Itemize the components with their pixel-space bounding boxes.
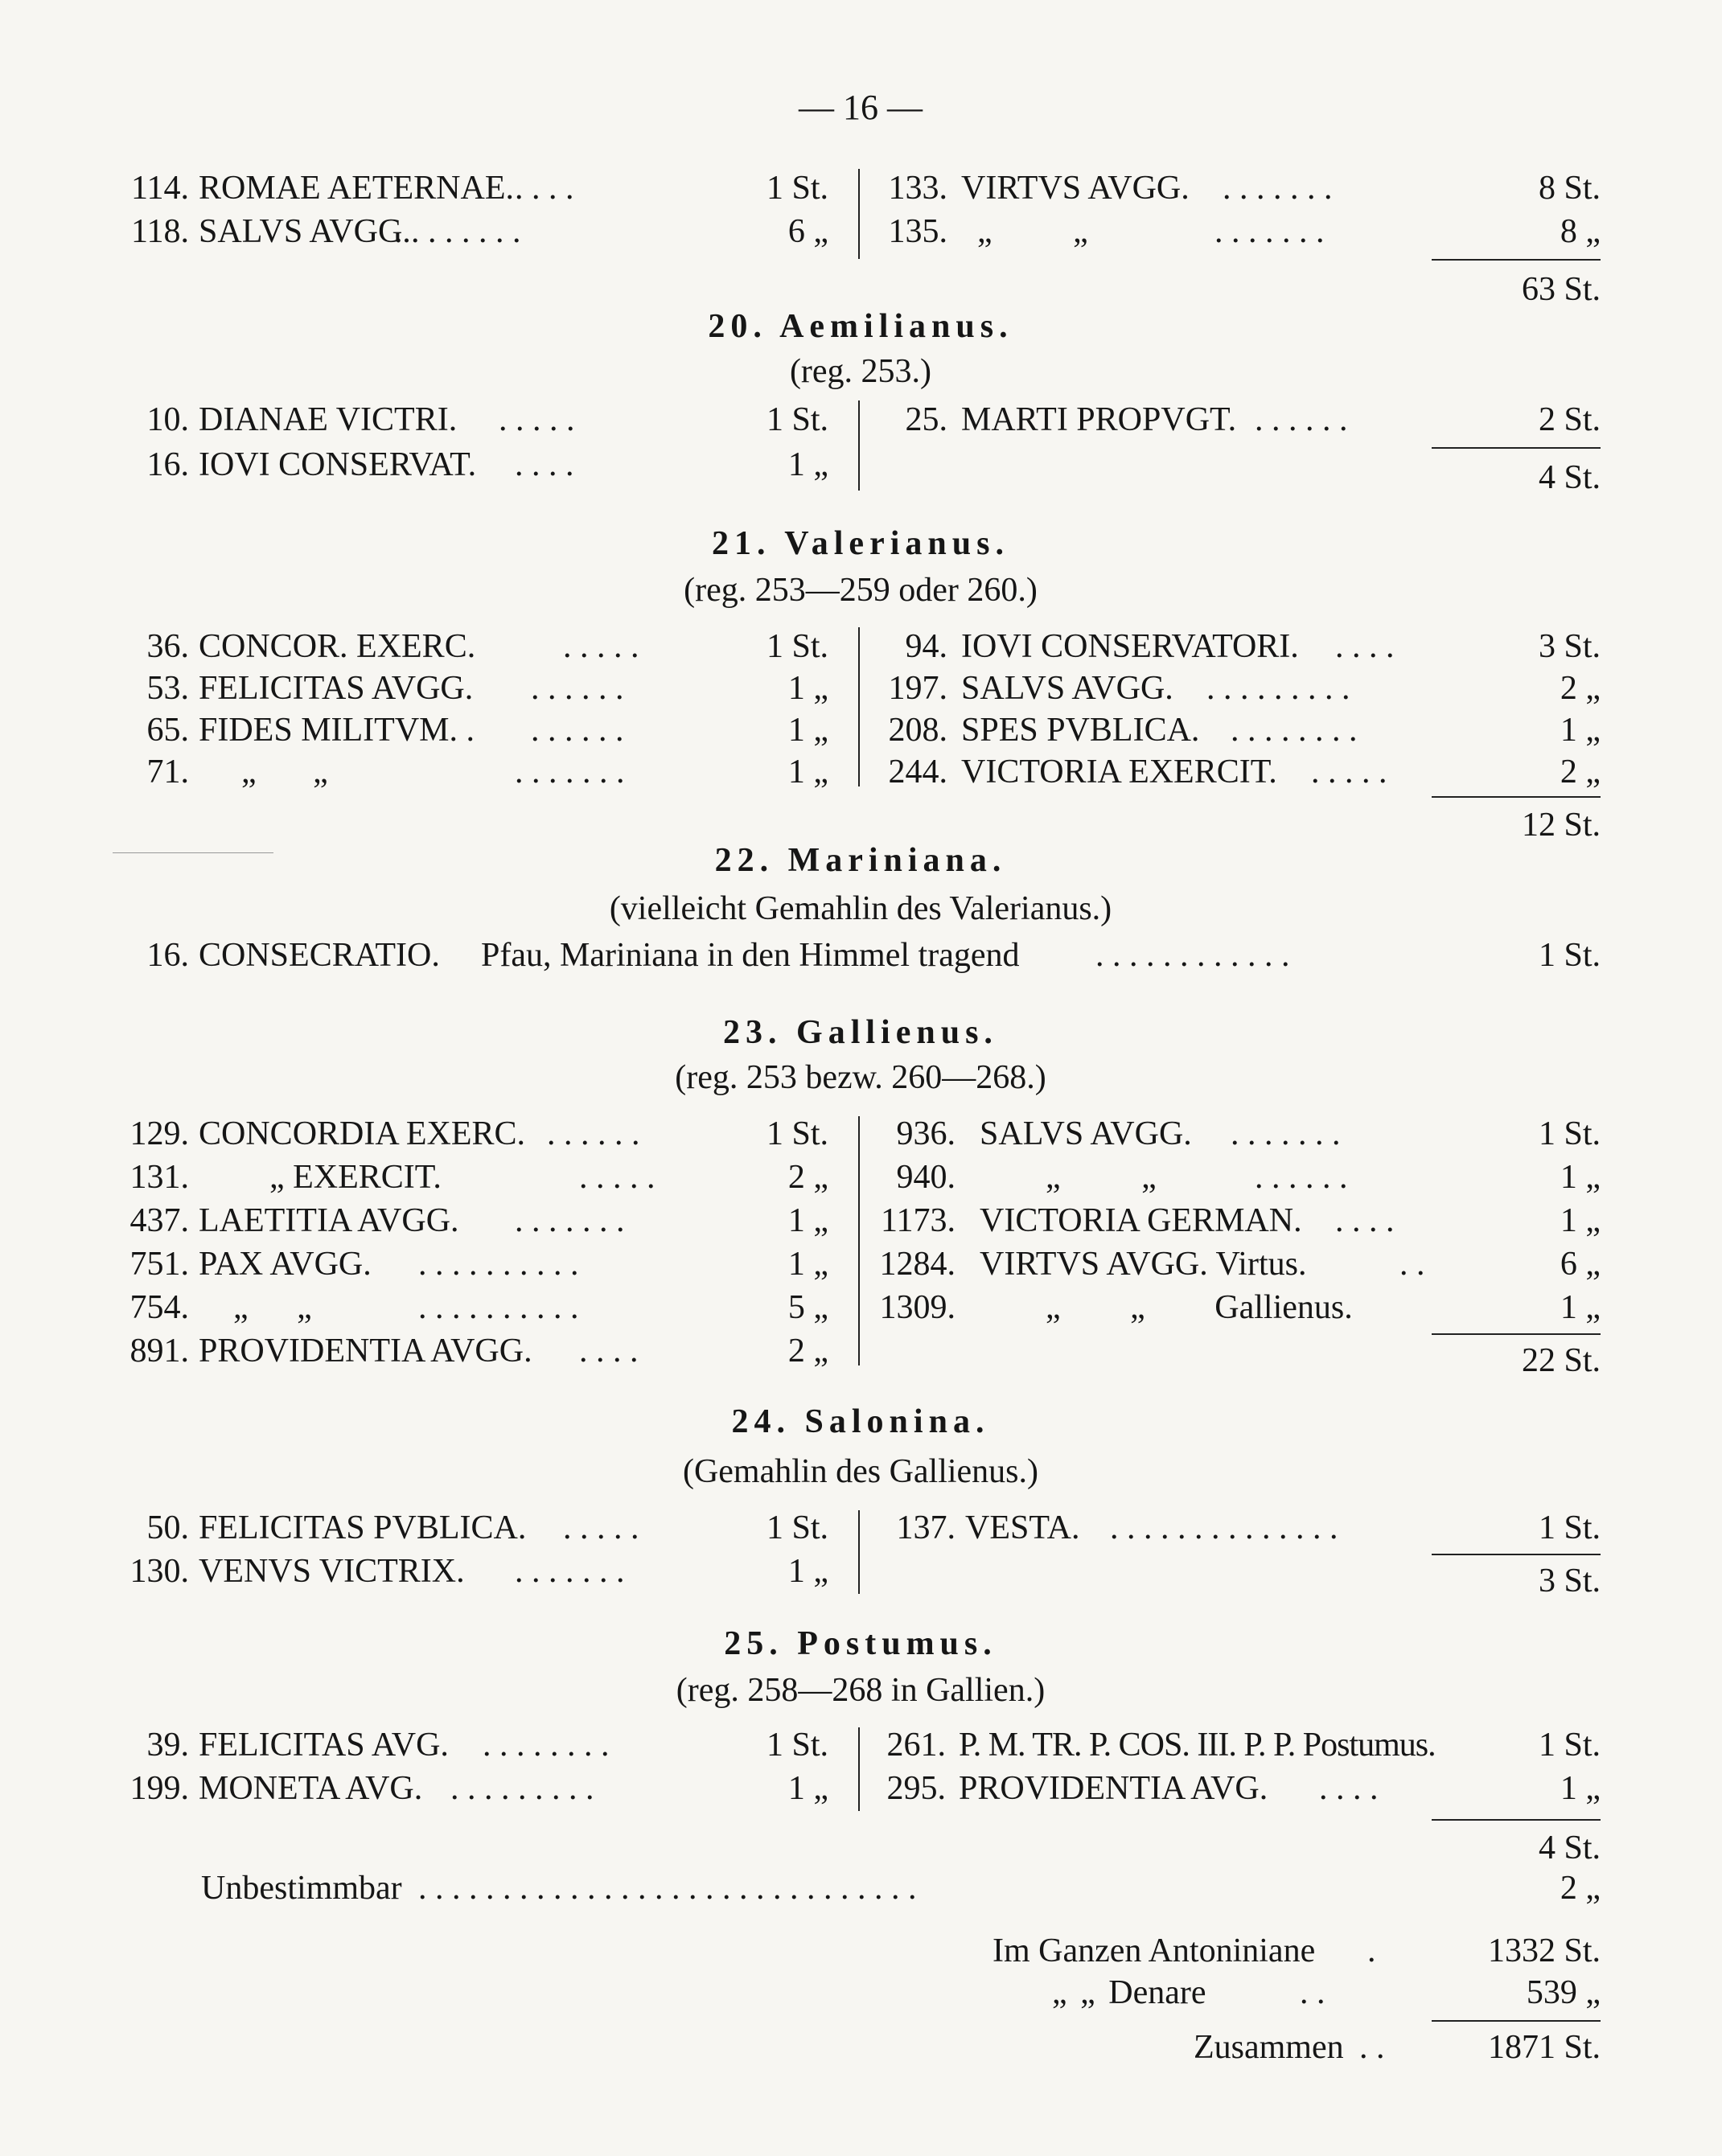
coin-legend: CONCORDIA EXERC. bbox=[199, 1115, 526, 1152]
coin-number: 936. bbox=[896, 1115, 956, 1152]
coin-legend: FELICITAS AVG. bbox=[199, 1727, 449, 1764]
ditto-marks: „ „ bbox=[1046, 1159, 1157, 1196]
coin-count: 1 „ bbox=[787, 754, 828, 791]
leader-dots: . . . . . . bbox=[547, 1115, 640, 1152]
denare-label: „ „ Denare bbox=[1052, 1974, 1206, 2011]
unbestimmbar-count: 2 „ bbox=[1560, 1870, 1601, 1907]
coin-legend: CONSECRATIO. bbox=[199, 937, 440, 974]
coin-count: 1 St. bbox=[1538, 937, 1601, 974]
ditto-marks: „ „ bbox=[233, 1289, 312, 1326]
coin-number: 65. bbox=[146, 712, 189, 749]
reign-note: (reg. 253.) bbox=[789, 353, 932, 390]
leader-dots: . . . . . bbox=[563, 628, 639, 665]
coin-number: 133. bbox=[888, 170, 947, 207]
leader-dots: . bbox=[1367, 1932, 1376, 1969]
column-divider bbox=[858, 1510, 860, 1594]
coin-legend: PAX AVGG. bbox=[199, 1246, 372, 1283]
reign-note: (Gemahlin des Gallienus.) bbox=[682, 1453, 1039, 1490]
sum-rule bbox=[1432, 259, 1601, 261]
coin-number: 208. bbox=[888, 712, 947, 749]
leader-dots: . . . . . . bbox=[531, 712, 624, 749]
coin-number: 891. bbox=[129, 1333, 189, 1370]
coin-count: 1 „ bbox=[787, 1770, 828, 1807]
coin-count: 1 St. bbox=[1538, 1509, 1601, 1546]
coin-legend: VICTORIA GERMAN. bbox=[980, 1202, 1302, 1239]
reign-note: (vielleicht Gemahlin des Valerianus.) bbox=[609, 890, 1112, 927]
coin-number: 754. bbox=[129, 1289, 189, 1326]
leader-dots: . . . . bbox=[1319, 1770, 1379, 1807]
coin-legend: VENVS VICTRIX. bbox=[199, 1553, 465, 1590]
zusammen-count: 1871 St. bbox=[1487, 2029, 1601, 2066]
leader-dots: . . . . . . . . bbox=[394, 213, 521, 250]
coin-number: 1284. bbox=[879, 1246, 956, 1283]
coin-count: 1 „ bbox=[1560, 1289, 1601, 1326]
leader-dots: . . . . bbox=[515, 446, 574, 483]
leader-dots: . . . . . bbox=[579, 1159, 656, 1196]
section-total: 12 St. bbox=[1521, 807, 1601, 844]
coin-number: 50. bbox=[146, 1509, 189, 1546]
leader-dots: . . . . . . . . . . bbox=[418, 1289, 579, 1326]
coin-legend: DIANAE VICTRI. bbox=[199, 401, 458, 438]
sum-rule bbox=[1432, 796, 1601, 798]
coin-legend: VICTORIA EXERCIT. bbox=[961, 754, 1277, 791]
coin-legend: VIRTVS AVGG. Virtus. bbox=[980, 1246, 1307, 1283]
coin-count: 2 „ bbox=[787, 1333, 828, 1370]
coin-number: 53. bbox=[146, 670, 189, 707]
ditto-marks: „ „ bbox=[977, 213, 1088, 250]
coin-legend: SPES PVBLICA. bbox=[961, 712, 1200, 749]
section-heading: 24. Salonina. bbox=[731, 1403, 990, 1440]
leader-dots: . . . . . bbox=[499, 401, 575, 438]
coin-count: 1 „ bbox=[787, 1553, 828, 1590]
coin-number: 1173. bbox=[881, 1202, 956, 1239]
column-divider bbox=[858, 1116, 860, 1365]
coin-legend: ROMAE AETERNAE. bbox=[199, 170, 514, 207]
coin-number: 36. bbox=[146, 628, 189, 665]
short-rule bbox=[113, 852, 273, 853]
coin-description: Pfau, Mariniana in den Himmel tragend bbox=[481, 937, 1020, 974]
leader-dots: . . . . . . . . bbox=[483, 1727, 610, 1764]
coin-count: 1 „ bbox=[787, 446, 828, 483]
coin-count: 1 „ bbox=[787, 1246, 828, 1283]
coin-count: 1 „ bbox=[787, 670, 828, 707]
section-heading: 25. Postumus. bbox=[724, 1625, 997, 1662]
coin-number: 25. bbox=[905, 401, 947, 438]
leader-dots: . . bbox=[1399, 1246, 1425, 1283]
coin-count: 1 St. bbox=[1538, 1115, 1601, 1152]
coin-legend: SALVS AVGG. bbox=[961, 670, 1173, 707]
sum-rule bbox=[1432, 1819, 1601, 1821]
coin-count: 1 „ bbox=[787, 1202, 828, 1239]
leader-dots: . . . . . . . bbox=[515, 1553, 625, 1590]
leader-dots: . . bbox=[1300, 1974, 1325, 2011]
coin-legend: VIRTVS AVGG. bbox=[961, 170, 1190, 207]
coin-number: 135. bbox=[888, 213, 947, 250]
coin-count: 3 St. bbox=[1538, 628, 1601, 665]
leader-dots: . . . . bbox=[1335, 628, 1395, 665]
coin-legend: PROVIDENTIA AVG. bbox=[959, 1770, 1268, 1807]
leader-dots: . . . . . . . . . . . . bbox=[1095, 937, 1290, 974]
coin-legend: SALVS AVGG. bbox=[980, 1115, 1192, 1152]
leader-dots: . . bbox=[1359, 2029, 1385, 2066]
sum-rule bbox=[1432, 1554, 1601, 1555]
sum-rule bbox=[1432, 447, 1601, 449]
coin-number: 137. bbox=[896, 1509, 956, 1546]
coin-legend: CONCOR. EXERC. bbox=[199, 628, 476, 665]
coin-count: 2 „ bbox=[1560, 670, 1601, 707]
coin-number: 131. bbox=[129, 1159, 189, 1196]
leader-dots: . . . . . . . bbox=[515, 754, 625, 791]
coin-count: 6 „ bbox=[787, 213, 828, 250]
denare-count: 539 „ bbox=[1526, 1974, 1601, 2011]
coin-number: 197. bbox=[888, 670, 947, 707]
antoniniane-label: Im Ganzen Antoniniane bbox=[993, 1932, 1316, 1969]
leader-dots: . . . . . . . bbox=[515, 1202, 625, 1239]
coin-number: 130. bbox=[129, 1553, 189, 1590]
coin-number: 940. bbox=[896, 1159, 956, 1196]
sum-rule bbox=[1432, 1333, 1601, 1335]
antoniniane-count: 1332 St. bbox=[1487, 1932, 1601, 1969]
leader-dots: . . . . . bbox=[563, 1509, 639, 1546]
leader-dots: . . . . bbox=[579, 1333, 639, 1370]
coin-count: 1 St. bbox=[766, 401, 828, 438]
coin-number: 751. bbox=[129, 1246, 189, 1283]
leader-dots: . . . . bbox=[1335, 1202, 1395, 1239]
coin-legend: FELICITAS PVBLICA. bbox=[199, 1509, 527, 1546]
coin-legend: PROVIDENTIA AVGG. bbox=[199, 1333, 532, 1370]
coin-count: 2 „ bbox=[787, 1159, 828, 1196]
column-divider bbox=[858, 1727, 860, 1811]
coin-count: 1 „ bbox=[1560, 712, 1601, 749]
coin-number: 1309. bbox=[879, 1289, 956, 1326]
coin-count: 8 „ bbox=[1560, 213, 1601, 250]
column-divider bbox=[858, 627, 860, 786]
section-total: 22 St. bbox=[1521, 1342, 1601, 1379]
coin-number: 94. bbox=[905, 628, 947, 665]
coin-number: 118. bbox=[131, 213, 189, 250]
reign-note: (reg. 253 bezw. 260—268.) bbox=[675, 1059, 1046, 1096]
leader-dots: . . . . . . . bbox=[1231, 1115, 1341, 1152]
coin-legend: SALVS AVGG. bbox=[199, 213, 411, 250]
section-total: 4 St. bbox=[1538, 1830, 1601, 1866]
coin-number: 39. bbox=[146, 1727, 189, 1764]
leader-dots: . . . . . . bbox=[1255, 401, 1348, 438]
reign-note: (reg. 253—259 oder 260.) bbox=[684, 572, 1038, 609]
coin-legend: FIDES MILITVM. . bbox=[199, 712, 475, 749]
coin-legend: „ EXERCIT. bbox=[269, 1159, 442, 1196]
coin-count: 2 „ bbox=[1560, 754, 1601, 791]
unbestimmbar-label: Unbestimmbar bbox=[201, 1870, 402, 1907]
leader-dots: . . . . . . . . bbox=[1231, 712, 1358, 749]
leader-dots: . . . . . bbox=[1311, 754, 1387, 791]
sum-rule bbox=[1432, 2020, 1601, 2022]
leader-dots: . . . . . . . . . . bbox=[418, 1246, 579, 1283]
zusammen-label: Zusammen bbox=[1194, 2029, 1344, 2066]
section-heading: 23. Gallienus. bbox=[723, 1014, 998, 1051]
coin-count: 8 St. bbox=[1538, 170, 1601, 207]
coin-number: 71. bbox=[146, 754, 189, 791]
leader-dots: . . . . . . bbox=[1255, 1159, 1348, 1196]
coin-legend: IOVI CONSERVATORI. bbox=[961, 628, 1299, 665]
coin-number: 199. bbox=[129, 1770, 189, 1807]
leader-dots: . . . . bbox=[515, 170, 574, 207]
coin-legend: IOVI CONSERVAT. bbox=[199, 446, 477, 483]
coin-number: 261. bbox=[886, 1727, 946, 1764]
coin-legend: VESTA. bbox=[965, 1509, 1080, 1546]
coin-count: 1 St. bbox=[1538, 1727, 1601, 1764]
coin-count: 1 St. bbox=[766, 1115, 828, 1152]
coin-number: 437. bbox=[129, 1202, 189, 1239]
leader-dots: . . . . . . . . . . . . . . . . . . . . . . . . . . . . . . bbox=[418, 1870, 917, 1907]
coin-legend: MARTI PROPVGT. bbox=[961, 401, 1237, 438]
coin-count: 1 St. bbox=[766, 1509, 828, 1546]
section-heading: 22. Mariniana. bbox=[714, 842, 1007, 879]
coin-number: 295. bbox=[886, 1770, 946, 1807]
column-divider bbox=[858, 169, 860, 259]
coin-count: 1 „ bbox=[787, 712, 828, 749]
section-heading: 20. Aemilianus. bbox=[708, 308, 1013, 345]
coin-number: 10. bbox=[146, 401, 189, 438]
coin-count: 6 „ bbox=[1560, 1246, 1601, 1283]
ditto-marks: „ „ bbox=[241, 754, 328, 791]
reign-note: (reg. 258—268 in Gallien.) bbox=[676, 1672, 1046, 1709]
coin-count: 1 St. bbox=[766, 1727, 828, 1764]
coin-count: 1 „ bbox=[1560, 1202, 1601, 1239]
coin-number: 16. bbox=[146, 446, 189, 483]
section-total: 4 St. bbox=[1538, 459, 1601, 496]
coin-legend: LAETITIA AVGG. bbox=[199, 1202, 459, 1239]
coin-count: 1 „ bbox=[1560, 1770, 1601, 1807]
coin-legend: MONETA AVG. bbox=[199, 1770, 423, 1807]
leader-dots: . . . . . . . bbox=[1223, 170, 1333, 207]
ditto-marks: „ „ Gallienus. bbox=[1046, 1289, 1353, 1326]
coin-number: 244. bbox=[888, 754, 947, 791]
leader-dots: . . . . . . . . . bbox=[450, 1770, 594, 1807]
leader-dots: . . . . . . . bbox=[1214, 213, 1325, 250]
coin-count: 1 St. bbox=[766, 170, 828, 207]
section-total: 3 St. bbox=[1538, 1563, 1601, 1600]
coin-number: 114. bbox=[131, 170, 189, 207]
column-divider bbox=[858, 400, 860, 491]
coin-count: 1 „ bbox=[1560, 1159, 1601, 1196]
section-heading: 21. Valerianus. bbox=[712, 525, 1009, 562]
coin-count: 2 St. bbox=[1538, 401, 1601, 438]
coin-legend: FELICITAS AVGG. bbox=[199, 670, 474, 707]
leader-dots: . . . . . . bbox=[531, 670, 624, 707]
leader-dots: . . . . . . . . . . . . . . bbox=[1110, 1509, 1338, 1546]
page-number: — 16 — bbox=[799, 88, 923, 127]
section-total: 63 St. bbox=[1521, 271, 1601, 308]
coin-number: 129. bbox=[129, 1115, 189, 1152]
coin-number: 16. bbox=[146, 937, 189, 974]
coin-count: 1 St. bbox=[766, 628, 828, 665]
coin-count: 5 „ bbox=[787, 1289, 828, 1326]
leader-dots: . . . . . . . . . bbox=[1206, 670, 1350, 707]
coin-legend: P. M. TR. P. COS. III. P. P. Postumus. bbox=[959, 1727, 1436, 1764]
